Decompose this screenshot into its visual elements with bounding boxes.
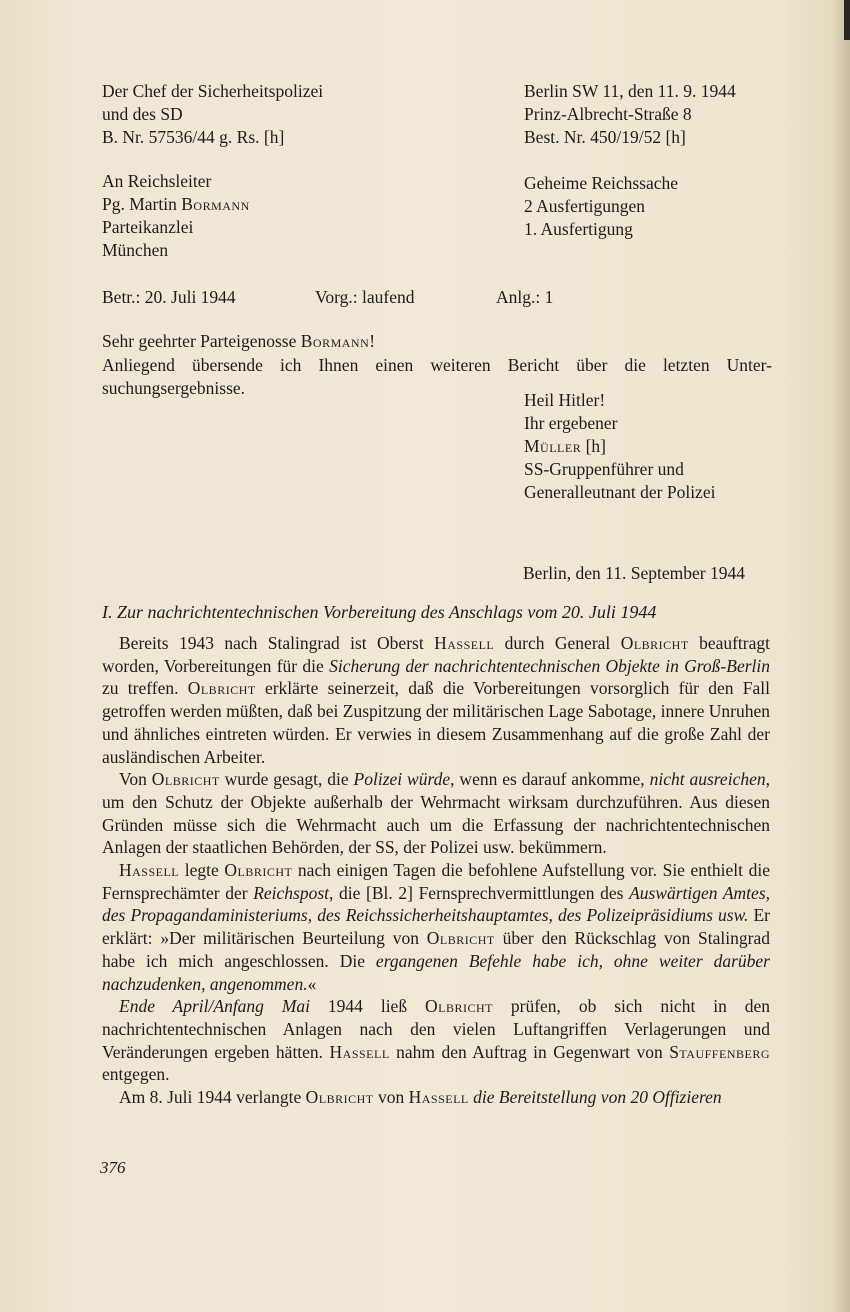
sender-reference-number: B. Nr. 57536/44 g. Rs. [h]	[102, 127, 285, 147]
copy-number-line: 1. Ausfertigung	[524, 219, 633, 239]
closing-phrase: Ihr ergebener	[524, 413, 618, 433]
sender-block	[102, 80, 323, 149]
text-run: «	[307, 973, 317, 994]
cover-text-line: suchungsergebnisse.	[102, 378, 246, 398]
recipient-name-line	[102, 193, 250, 216]
recipient-block	[102, 170, 250, 262]
text-run: , wenn es darauf ankomme,	[450, 769, 650, 790]
person-name: Olbricht	[187, 678, 256, 699]
cover-text-line: Anliegend übersende ich Ihnen einen weiteren Bericht über die letzten Unter-	[102, 355, 772, 375]
salutation-prefix: Sehr geehrter Parteigenosse	[102, 331, 301, 351]
person-name: Olbricht	[426, 928, 495, 949]
signer-rank: Generalleutnant der Polizei	[524, 482, 716, 502]
report-body	[102, 632, 770, 1109]
person-name: Olbricht	[424, 996, 493, 1017]
text-run: von	[373, 1087, 409, 1108]
signer-rank: SS-Gruppenführer und	[524, 459, 684, 479]
text-run: Am 8. Juli 1944 verlangte	[119, 1087, 306, 1108]
text-run: nahm den Auftrag in Gegenwart von	[389, 1041, 670, 1062]
text-run: 1944 ließ	[310, 996, 425, 1017]
person-name: Olbricht	[224, 860, 293, 881]
text-run: erklärte seinerzeit, daß die Vorbereitungen vorsorglich für den Fall getroffen werden müßten, daß bei Zuspitzung der militärischen Lage Sabotage, innere Unruhen und ähnliches eintreten würden. Er verwies in diesem Zusammenhang auf die große Zahl der ausländischen Arbeiter.	[102, 678, 770, 767]
text-run: Er erklärt: »Der militärischen Beurteilung von	[102, 905, 770, 949]
person-name: Hassell	[119, 860, 180, 881]
text-run: , um den Schutz der Objekte außerhalb der Wehrmacht wirksam durchzuführen. Aus diesen Gründen müsse sich die Wehrmacht auch um die Erfassung der nachrichtentechnischen Anlagen der staatlichen Behörden, der SS, der Polizei usw. bekümmern.	[102, 769, 770, 858]
sender-line: Der Chef der Sicherheitspolizei	[102, 81, 324, 101]
paragraph	[102, 768, 770, 859]
salutation-suffix: !	[369, 331, 376, 351]
emphasis: nicht ausreichen	[649, 769, 766, 790]
text-run: legte	[179, 860, 225, 881]
section-heading: I. Zur nachrichtentechnischen Vorbereitung des Anschlags vom 20. Juli 1944	[102, 602, 657, 622]
recipient-surname: Bormann	[181, 194, 250, 214]
signature-name: Müller	[524, 436, 582, 456]
recipient-office: Parteikanzlei	[102, 217, 194, 237]
text-run: durch General	[494, 633, 621, 653]
person-name: Hassell	[408, 1087, 469, 1108]
text-run: prüfen, ob sich nicht in den nachrichtentechnischen Anlagen nach den vielen Luftangriffen Verlagerungen und Veränderungen ergeben hätten.	[102, 996, 770, 1062]
reference-anlg: Anlg.: 1	[496, 287, 554, 307]
emphasis: Sicherung der nachrichtentechnischen Objekte in Groß-Berlin	[329, 655, 770, 676]
place-date-line: Berlin SW 11, den 11. 9. 1944	[524, 81, 736, 101]
salutation-name: Bormann	[300, 331, 370, 351]
text-run: über den Rückschlag von Stalingrad habe ich mich angeschlossen. Die	[102, 928, 770, 971]
classification-line: Geheime Reichssache	[524, 173, 679, 193]
person-name: Hassell	[329, 1041, 390, 1062]
order-number: Best. Nr. 450/19/52 [h]	[524, 127, 686, 147]
person-name: Olbricht	[305, 1087, 374, 1108]
scan-corner-mark	[844, 0, 850, 40]
text-run: entgegen.	[102, 1064, 170, 1085]
text-run: Bereits 1943 nach Stalingrad ist Oberst	[119, 633, 435, 653]
emphasis: die Bereitstellung von 20 Offizieren	[473, 1087, 722, 1108]
recipient-city: München	[102, 240, 169, 260]
text-run: , die [Bl. 2] Fernsprechvermittlungen des	[329, 882, 630, 903]
page-number: 376	[100, 1158, 126, 1177]
reference-vorg: Vorg.: laufend	[315, 287, 415, 307]
paragraph	[102, 995, 770, 1086]
paragraph	[102, 859, 770, 995]
text-run: wurde gesagt, die	[219, 769, 354, 790]
closing-greeting: Heil Hitler!	[524, 390, 606, 410]
copies-line: 2 Ausfertigungen	[524, 196, 646, 216]
reference-betr: Betr.: 20. Juli 1944	[102, 287, 236, 307]
address-line: Prinz-Albrecht-Straße 8	[524, 104, 692, 124]
recipient-title: An Reichsleiter	[102, 171, 212, 191]
text-run: beauftragt worden, Vorbereitungen für die	[102, 633, 770, 676]
person-name: Stauffenberg	[669, 1041, 770, 1062]
emphasis: Auswärtigen Amtes, des Propagandaministeriums, des Reichssicherheitshauptamtes, des Polizeipräsidiums usw.	[102, 882, 770, 926]
page-edge-shadow	[832, 0, 850, 1312]
person-name: Hassell	[434, 633, 495, 653]
emphasis: ergangenen Befehle habe ich, ohne weiter darüber nachzudenken, angenommen.	[102, 950, 770, 994]
recipient-prefix: Pg. Martin	[102, 194, 182, 214]
salutation	[102, 330, 375, 353]
person-name: Olbricht	[151, 769, 220, 790]
paragraph	[102, 632, 770, 768]
paragraph	[102, 1086, 770, 1109]
text-run: nach einigen Tagen die befohlene Aufstellung vor. Sie enthielt die Fernsprechämter der	[102, 860, 770, 903]
emphasis: Ende April/Anfang Mai	[119, 996, 311, 1017]
text-run: zu treffen.	[102, 678, 188, 699]
report-date: Berlin, den 11. September 1944	[523, 563, 745, 583]
emphasis: Reichspost	[253, 882, 330, 903]
signature-mark: [h]	[581, 436, 607, 456]
person-name: Olbricht	[620, 633, 689, 653]
text-run: Von	[119, 769, 152, 790]
sender-line: und des SD	[102, 104, 183, 124]
place-date-block	[524, 80, 736, 149]
classification-block	[524, 172, 678, 241]
emphasis: Polizei würde	[353, 769, 451, 790]
closing-block	[524, 389, 715, 504]
signature-line	[524, 435, 715, 458]
